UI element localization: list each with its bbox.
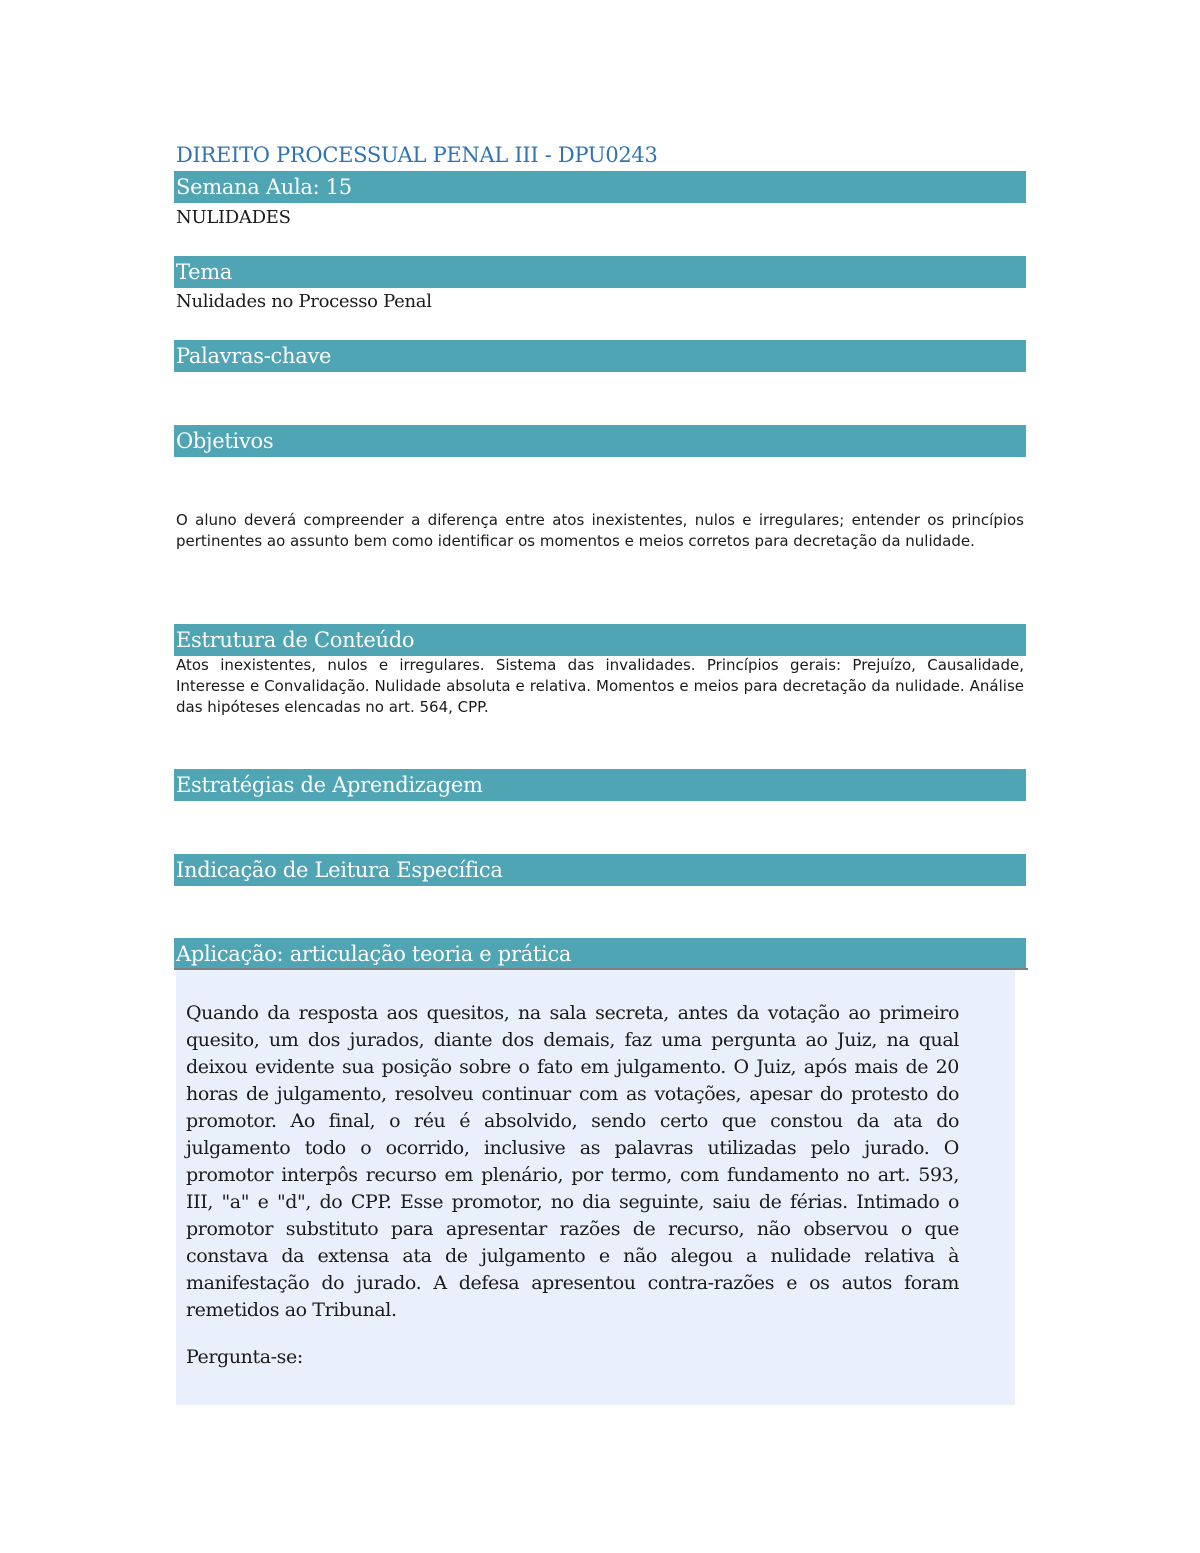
section-bar-objetivos: Objetivos — [174, 425, 1026, 457]
section-bar-semana: Semana Aula: 15 — [174, 171, 1026, 203]
section-bar-aplicacao: Aplicação: articulação teoria e prática — [174, 938, 1026, 970]
section-bar-estrutura: Estrutura de Conteúdo — [174, 624, 1026, 656]
section-bar-estrategias: Estratégias de Aprendizagem — [174, 769, 1026, 801]
semana-content: NULIDADES — [176, 207, 291, 228]
objetivos-content: O aluno deverá compreender a diferença entre atos inexistentes, nulos e irregulares; entender os princípios pertinentes ao assunto bem como identificar os momentos e meios corretos para decretação da nulidade. — [176, 511, 1024, 550]
application-question: Pergunta-se: — [186, 1346, 303, 1368]
section-bar-tema: Tema — [174, 256, 1026, 288]
course-title: DIREITO PROCESSUAL PENAL III - DPU0243 — [176, 143, 658, 167]
estrutura-content: Atos inexistentes, nulos e irregulares. Sistema das invalidades. Princípios gerais: Prejuízo, Causalidade, Interesse e Convalidação. Nulidade absoluta e relativa. Momentos e meios para decretação da nulidade. Análise das hipóteses elencadas no art. 564, CPP. — [176, 656, 1024, 716]
section-bar-palavras-chave: Palavras-chave — [174, 340, 1026, 372]
section-bar-leitura: Indicação de Leitura Específica — [174, 854, 1026, 886]
application-case-text: Quando da resposta aos quesitos, na sala secreta, antes da votação ao primeiro quesito, um dos jurados, diante dos demais, faz uma pergunta ao Juiz, na qual deixou evidente sua posição sobre o fato em julgamento. O Juiz, após mais de 20 horas de julgamento, resolveu continuar com as votações, apesar do protesto do promotor. Ao final, o réu é absolvido, sendo certo que constou da ata do julgamento todo o ocorrido, inclusive as palavras utilizadas pelo jurado. O promotor interpôs recurso em plenário, por termo, com fundamento no art. 593, III, "a" e "d", do CPP. Esse promotor, no dia seguinte, saiu de férias. Intimado o promotor substituto para apresentar razões de recurso, não observou o que constava da extensa ata de julgamento e não alegou a nulidade relativa à manifestação do jurado. A defesa apresentou contra-razões e os autos foram remetidos ao Tribunal. — [186, 1002, 959, 1321]
tema-content: Nulidades no Processo Penal — [176, 291, 432, 312]
application-case-box — [176, 970, 1015, 1405]
